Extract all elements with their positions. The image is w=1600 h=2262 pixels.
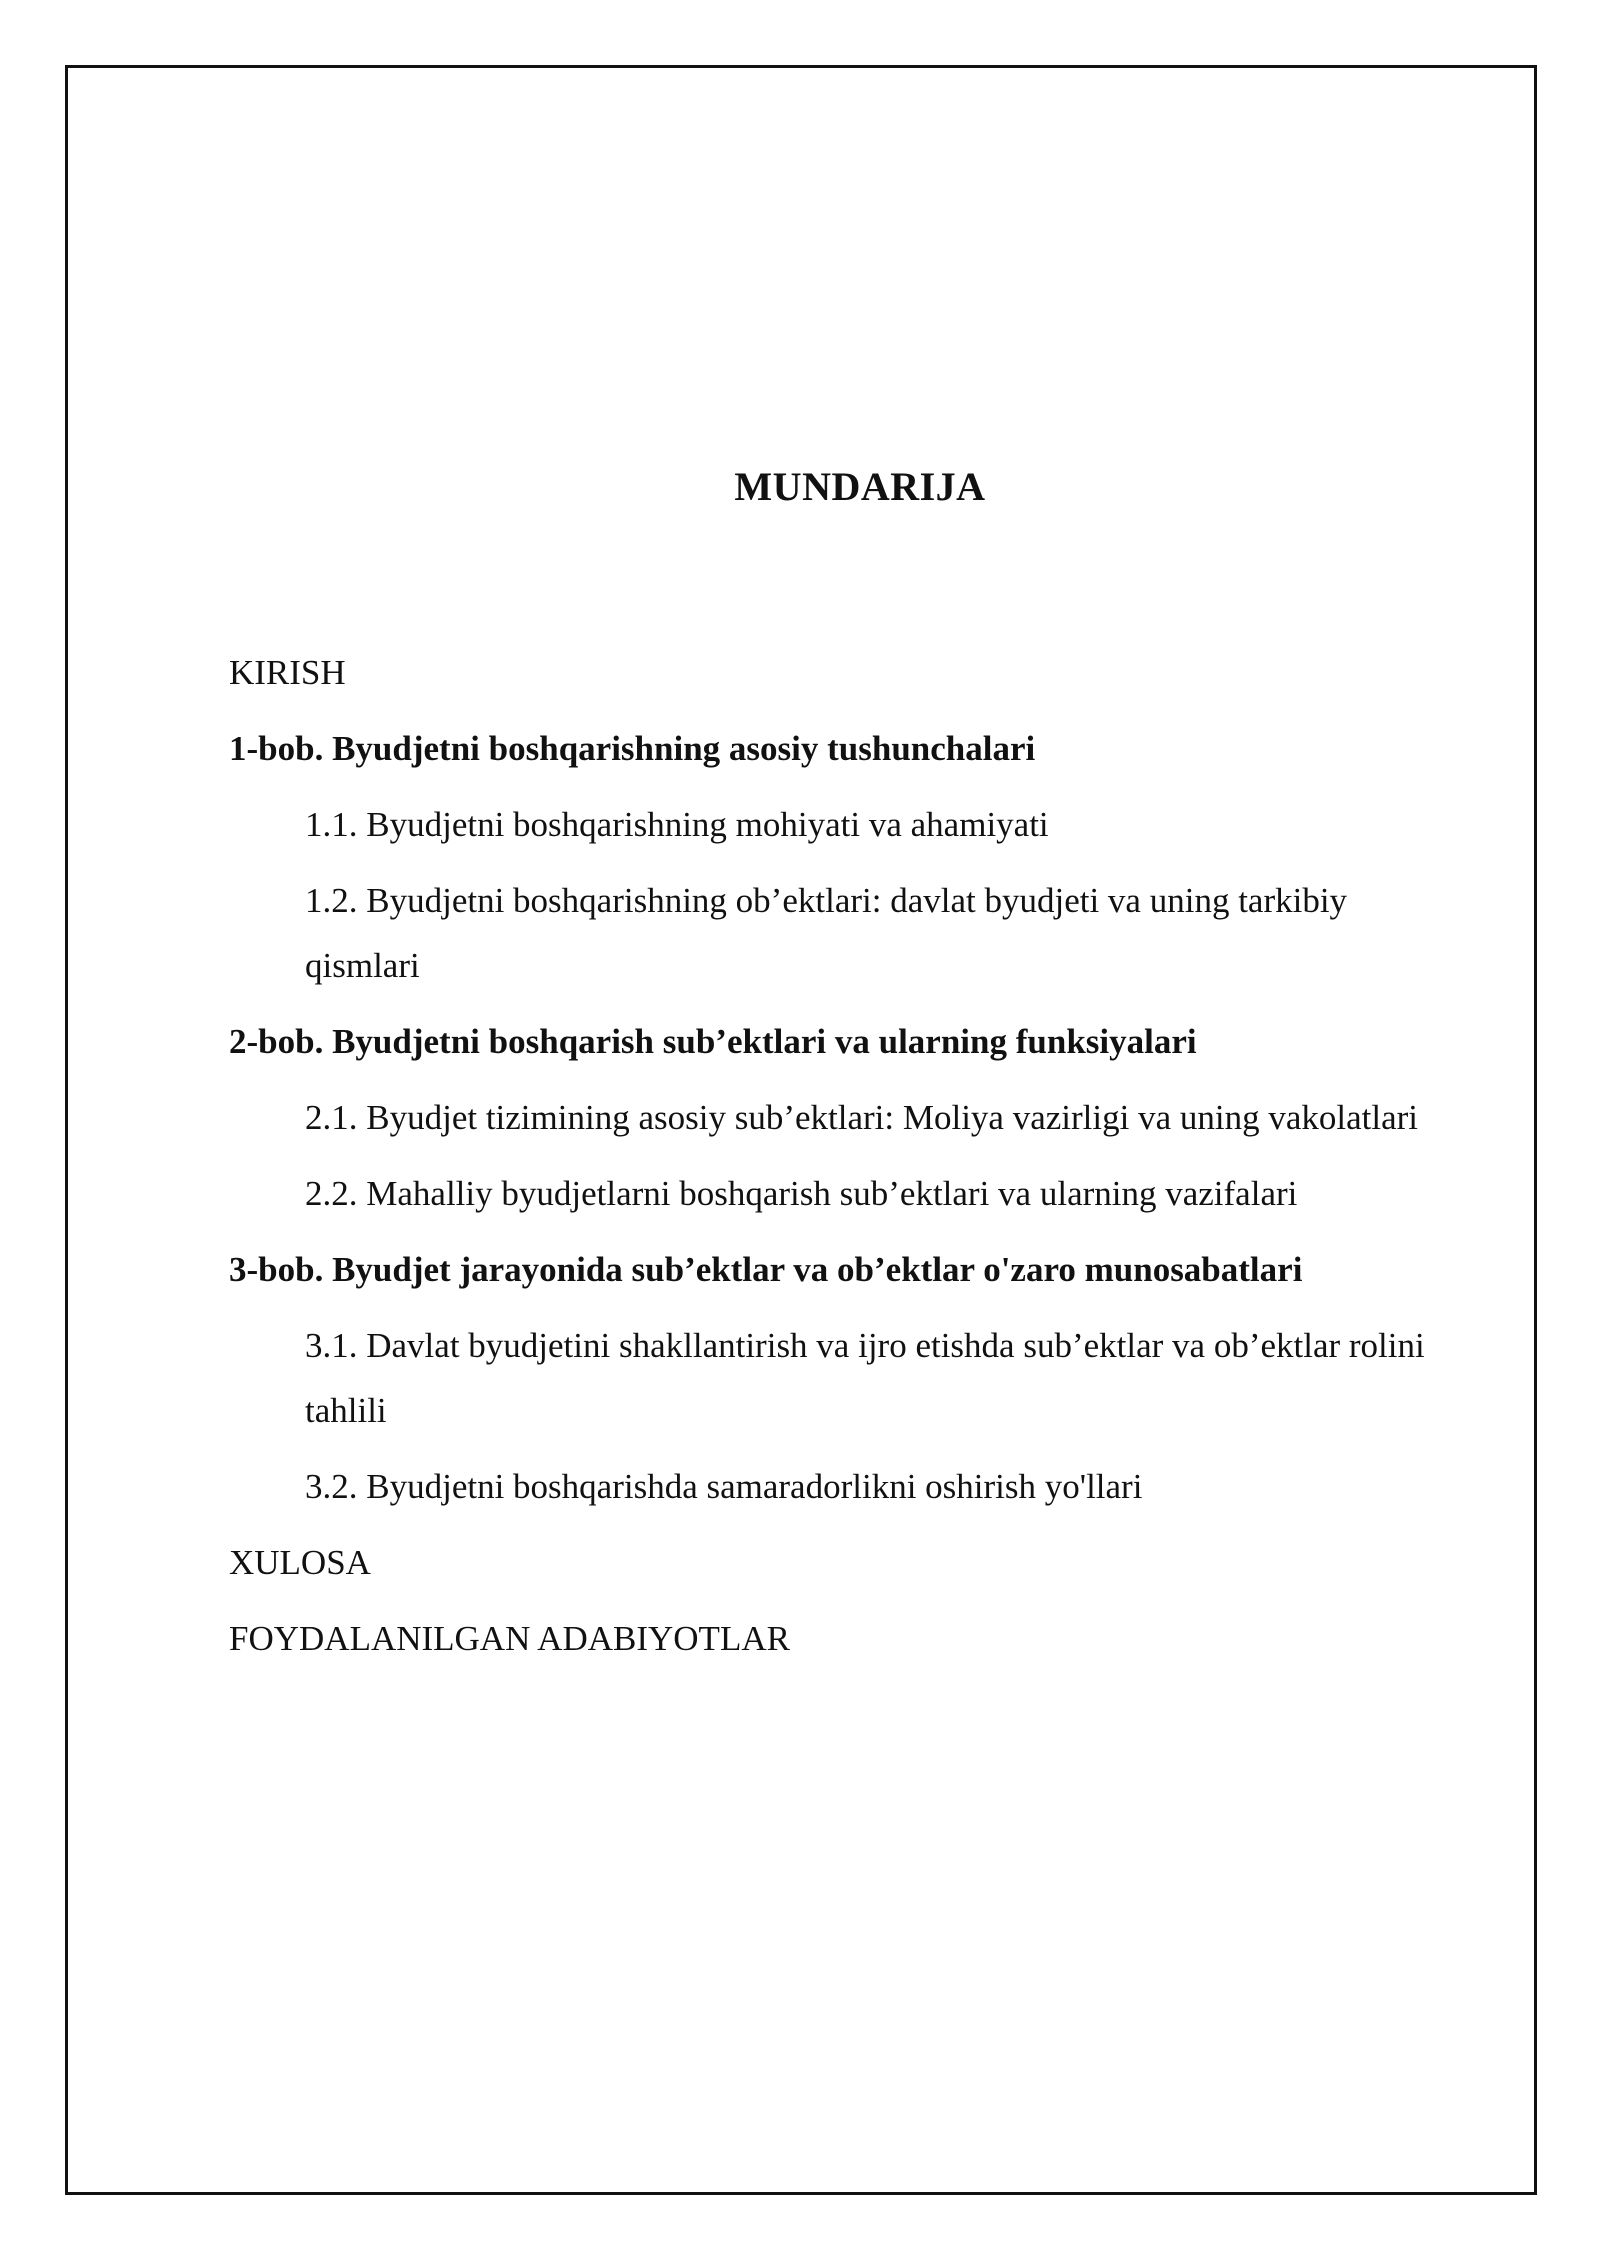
toc-chapter-3: 3-bob. Byudjet jarayonida sub’ektlar va ob’ektlar o'zaro munosabatlari: [229, 1250, 1303, 1289]
toc-chapter-2: 2-bob. Byudjetni boshqarish sub’ektlari va ularning funksiyalari: [229, 1022, 1197, 1061]
toc-section-1-2: 1.2. Byudjetni boshqarishning ob’ektlari: davlat byudjeti va uning tarkibiy qismlari: [305, 881, 1348, 985]
toc-section-1-1: 1.1. Byudjetni boshqarishning mohiyati va ahamiyati: [305, 805, 1049, 844]
toc-section-3-2: 3.2. Byudjetni boshqarishda samaradorlikni oshirish yo'llari: [305, 1467, 1143, 1506]
toc-conclusion: XULOSA: [229, 1543, 371, 1582]
toc-chapter-1: 1-bob. Byudjetni boshqarishning asosiy tushunchalari: [229, 729, 1036, 768]
toc-section-2-1: 2.1. Byudjet tizimining asosiy sub’ektlari: Moliya vazirligi va uning vakolatlari: [305, 1098, 1418, 1137]
toc-section-3-1: 3.1. Davlat byudjetini shakllantirish va ijro etishda sub’ektlar va ob’ektlar rolini tahlili: [305, 1326, 1425, 1430]
table-of-contents: [229, 640, 1459, 1682]
page-title: MUNDARIJA: [734, 464, 986, 509]
toc-bibliography: FOYDALANILGAN ADABIYOTLAR: [229, 1619, 790, 1658]
toc-section-2-2: 2.2. Mahalliy byudjetlarni boshqarish sub’ektlari va ularning vazifalari: [305, 1174, 1298, 1213]
toc-introduction: KIRISH: [229, 653, 346, 692]
